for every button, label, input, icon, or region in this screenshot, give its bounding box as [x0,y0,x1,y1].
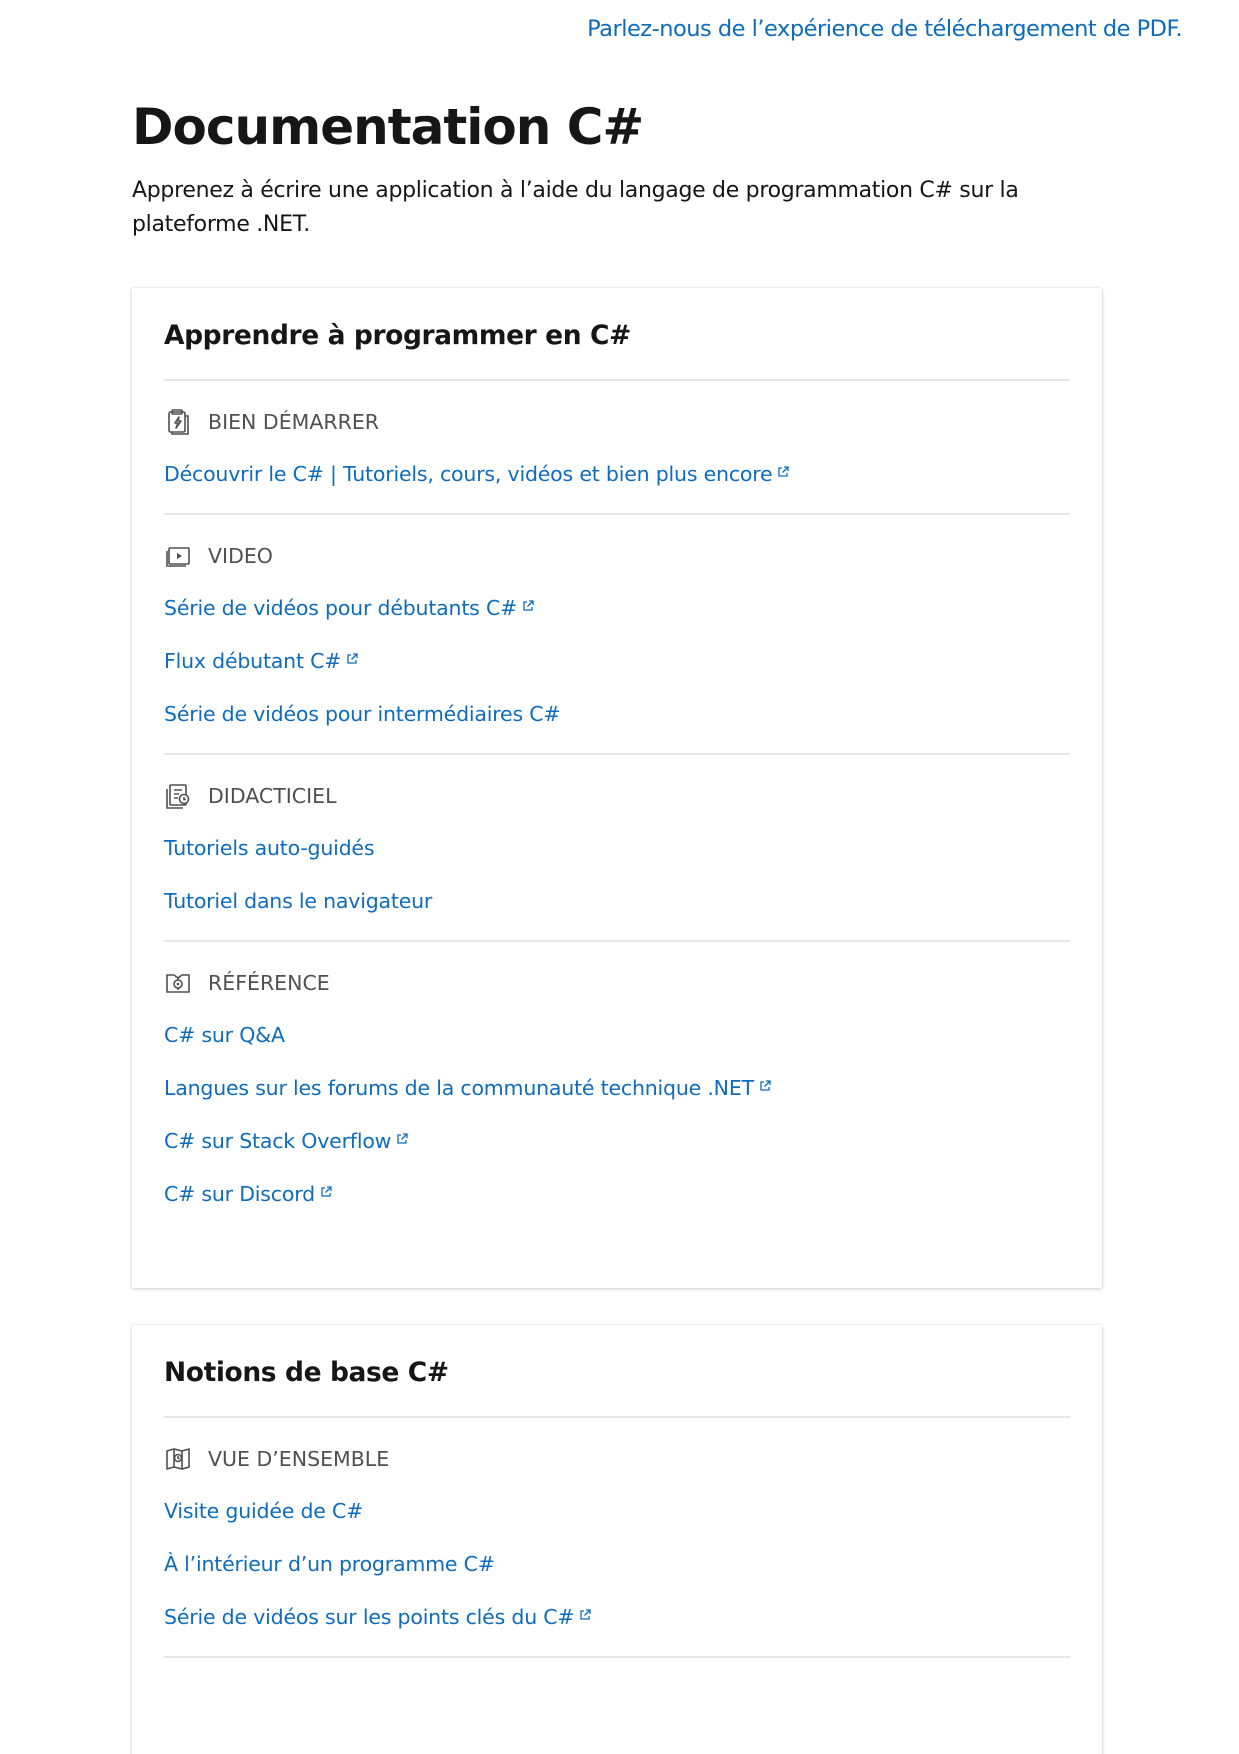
link-list [164,594,1070,753]
tutorial-icon [164,782,192,810]
page-title: Documentation C# [132,98,644,156]
link-list [164,834,1070,940]
page-subtitle: Apprenez à écrire une application à l’aide du langage de programmation C# sur la plateforme .NET. [132,178,1019,237]
external-link-icon [521,599,535,613]
overview-icon [164,1445,192,1473]
self-guided-tutorials-link[interactable]: Tutoriels auto-guidés [164,836,375,860]
list-item [164,887,1070,940]
beginner-video-series-link[interactable]: Série de vidéos pour débutants C# [164,594,535,622]
external-link-icon [345,652,359,666]
list-item [164,1603,1070,1656]
video-icon [164,542,192,570]
section-reference [164,942,1070,1233]
list-item [164,834,1070,887]
csharp-tour-link[interactable]: Visite guidée de C# [164,1499,364,1523]
list-item [164,1550,1070,1603]
card-csharp-fundamentals [132,1325,1102,1754]
list-item [164,1021,1070,1074]
section-label: RÉFÉRENCE [208,971,330,995]
stack-overflow-link[interactable]: C# sur Stack Overflow [164,1127,409,1155]
list-item [164,700,1070,753]
list-item [164,1497,1070,1550]
section-get-started [164,381,1070,515]
list-item [164,1074,1070,1127]
section-header [164,781,1070,811]
card-title: Notions de base C# [164,1325,1070,1418]
link-list [164,460,1070,513]
link-list [164,1021,1070,1233]
list-item [164,1180,1070,1233]
section-video [164,515,1070,755]
intermediate-video-series-link[interactable]: Série de vidéos pour intermédiaires C# [164,702,561,726]
get-started-icon [164,408,192,436]
external-link-icon [319,1185,333,1199]
discord-link[interactable]: C# sur Discord [164,1180,333,1208]
section-label: DIDACTICIEL [208,784,337,808]
csharp-qa-link[interactable]: C# sur Q&A [164,1023,285,1047]
inside-program-link[interactable]: À l’intérieur d’un programme C# [164,1552,495,1576]
section-header [164,1444,1070,1474]
card-title: Apprendre à programmer en C# [164,288,1070,381]
external-link-icon [395,1132,409,1146]
discover-csharp-link[interactable]: Découvrir le C# | Tutoriels, cours, vidéos et bien plus encore [164,460,790,488]
section-header [164,407,1070,437]
section-label: VUE D’ENSEMBLE [208,1447,390,1471]
external-link-icon [758,1079,772,1093]
reference-icon [164,969,192,997]
pdf-feedback-link[interactable]: Parlez-nous de l’expérience de téléchargement de PDF. [587,16,1182,42]
link-list [164,1497,1070,1656]
key-points-video-series-link[interactable]: Série de vidéos sur les points clés du C# [164,1603,592,1631]
list-item [164,594,1070,647]
external-link-icon [776,465,790,479]
section-header [164,968,1070,998]
external-link-icon [578,1608,592,1622]
dotnet-forums-link[interactable]: Langues sur les forums de la communauté technique .NET [164,1074,772,1102]
list-item [164,647,1070,700]
section-header [164,541,1070,571]
section-label: BIEN DÉMARRER [208,410,380,434]
section-overview [164,1418,1070,1658]
browser-tutorial-link[interactable]: Tutoriel dans le navigateur [164,889,433,913]
card-learn-csharp [132,288,1102,1288]
beginner-stream-link[interactable]: Flux débutant C# [164,647,359,675]
section-tutorial [164,755,1070,942]
section-label: VIDEO [208,544,273,568]
list-item [164,1127,1070,1180]
list-item [164,460,1070,513]
